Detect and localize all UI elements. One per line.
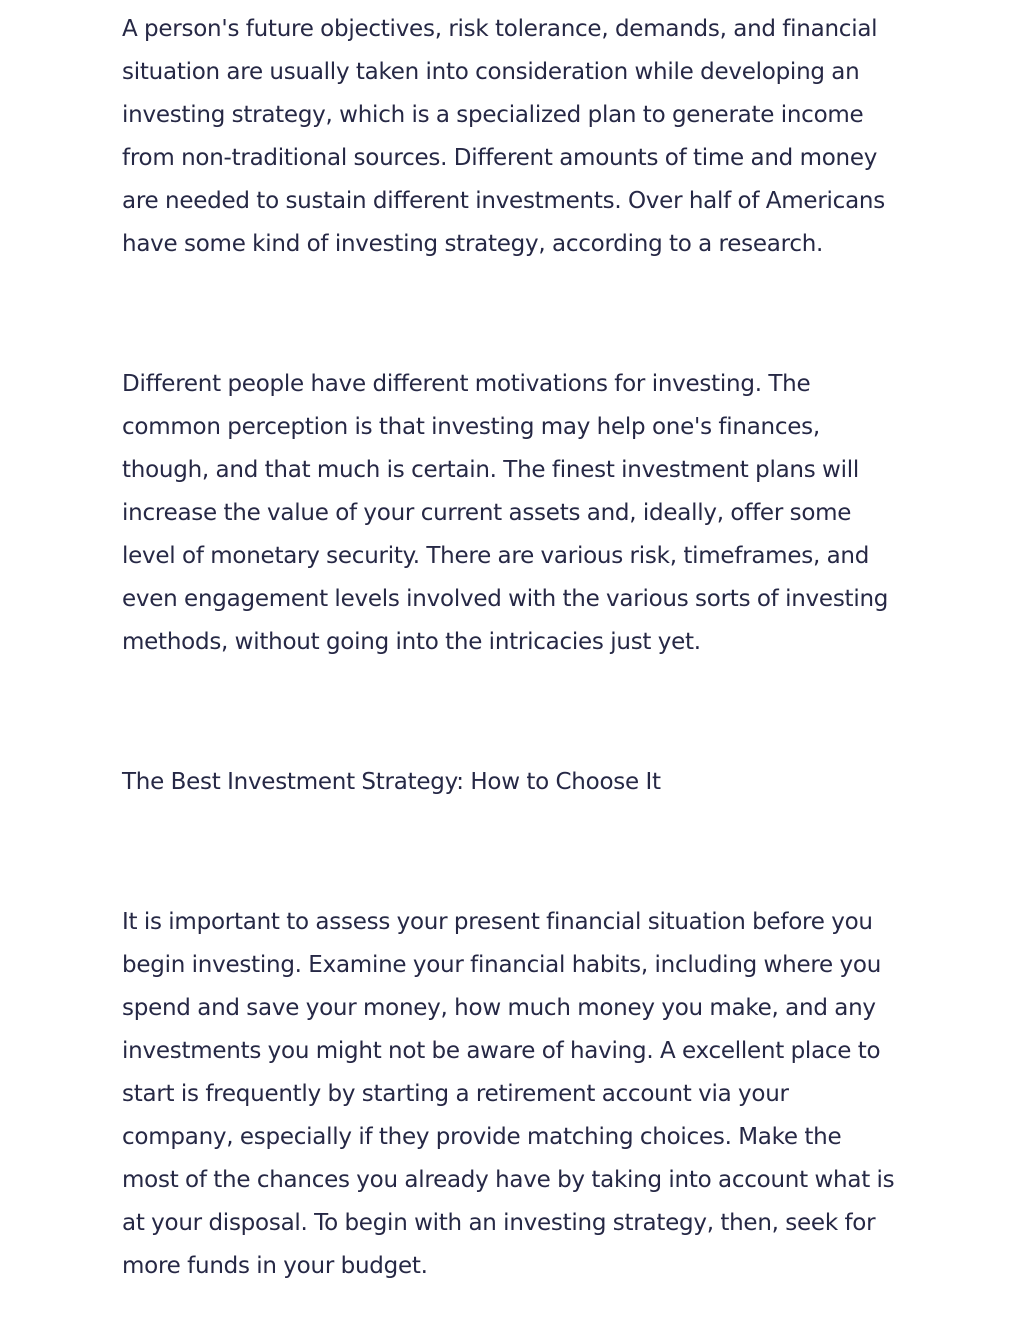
paragraph-assessment: It is important to assess your present financial situation before you begin investing. Examine your financial habits, including where you spend and save your money, how much money you make, and any investments you might not be aware of having. A excellent place to start is frequently by starting a retirement account via your company, especially if they provide matching choices. Make the most of the chances you already have by taking into account what is at your disposal. To begin with an investing strategy, then, seek for more funds in your budget. xyxy=(122,909,895,1279)
paragraph-motivations: Different people have different motivations for investing. The common perception is that investing may help one's finances, though, and that much is certain. The finest investment plans will increase the value of your current assets and, ideally, offer some level of monetary security. There are various risk, timeframes, and even engagement levels involved with the various sorts of investing methods, without going into the intricacies just yet. xyxy=(122,371,889,655)
paragraph-intro: A person's future objectives, risk tolerance, demands, and financial situation are usually taken into consideration while developing an investing strategy, which is a specialized plan to generate income from non-traditional sources. Different amounts of time and money are needed to sustain different investments. Over half of Americans have some kind of investing strategy, according to a research. xyxy=(122,16,885,257)
section-heading: The Best Investment Strategy: How to Choose It xyxy=(122,769,661,795)
